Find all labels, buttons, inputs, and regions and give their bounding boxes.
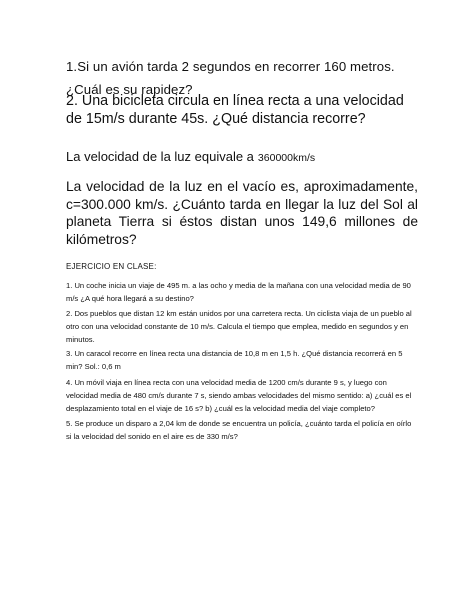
exercise-item: 3. Un caracol recorre en línea recta una distancia de 10,8 m en 1,5 h. ¿Qué distancia recorrerá en 5 min? Sol.: 0,6 m [66,349,403,371]
light-vacuum-problem: La velocidad de la luz en el vacío es, aproximadamente, c=300.000 km/s. ¿Cuánto tarda en llegar la luz del Sol al planeta Tierra si éstos distan unos 149,6 millones de kilómetros? [66,179,418,247]
exercise-item: 1. Un coche inicia un viaje de 495 m. a las ocho y media de la mañana con una velocidad media de 90 m/s ¿A qué hora llegará a su destino? [66,281,411,303]
exercise-item: 2. Dos pueblos que distan 12 km están unidos por una carretera recta. Un ciclista viaja de un pueblo al otro con una velocidad constante de 10 m/s. Calcula el tiempo que emplea, medido en segundos y en minutos. [66,309,412,344]
exercise-item: 5. Se produce un disparo a 2,04 km de donde se encuentra un policía, ¿cuánto tarda el policía en oírlo si la velocidad del sonido en el aire es de 330 m/s? [66,419,412,441]
light-speed-value: 360000km/s [257,152,316,164]
question-2: 2. Una bicicleta circula en línea recta a una velocidad de 15m/s durante 45s. ¿Qué distancia recorre? [66,93,404,127]
question-1: 1.Si un avión tarda 2 segundos en recorrer 160 metros. ¿Cuál es su rapidez? [66,59,395,97]
light-speed-statement [66,148,418,167]
light-speed-label: La velocidad de la luz equivale a [66,149,254,164]
exercise-heading: EJERCICIO EN CLASE: [66,262,157,271]
exercise-item: 4. Un móvil viaja en línea recta con una velocidad media de 1200 cm/s durante 9 s, y luego con velocidad media de 480 cm/s durante 7 s, siendo ambas velocidades del mismo sentido: a) ¿cuál es el desplazamiento total en el viaje de 16 s? b) ¿cuál es la velocidad media del viaje completo? [66,378,412,413]
